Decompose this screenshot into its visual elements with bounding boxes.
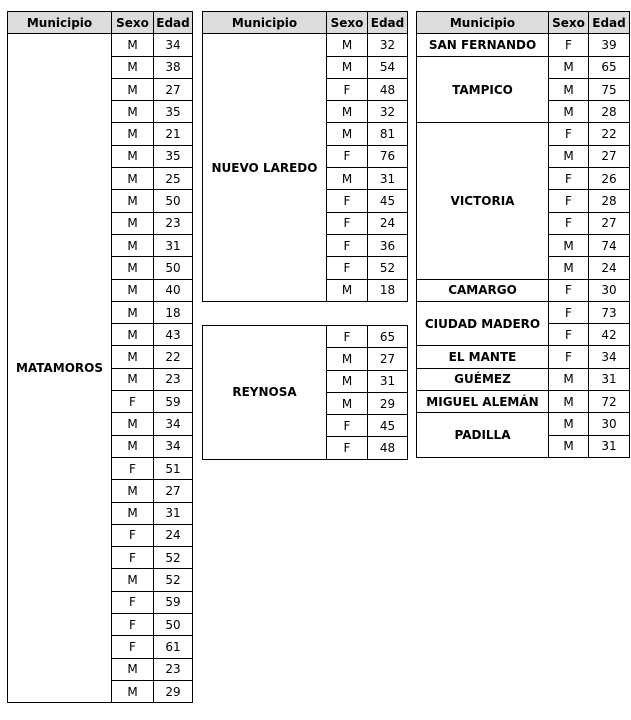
- sexo-cell: M: [112, 101, 154, 123]
- sexo-cell: M: [549, 101, 589, 123]
- municipio-cell: CIUDAD MADERO: [417, 301, 549, 346]
- edad-cell: 50: [154, 257, 193, 279]
- sexo-cell: M: [549, 78, 589, 100]
- edad-cell: 52: [154, 569, 193, 591]
- header-row: [417, 12, 630, 34]
- municipio-cell: VICTORIA: [417, 123, 549, 279]
- sexo-cell: F: [549, 346, 589, 368]
- edad-cell: 73: [589, 301, 630, 323]
- sexo-cell: M: [327, 168, 368, 190]
- sexo-cell: M: [549, 435, 589, 457]
- table-row: [203, 34, 408, 56]
- table-row: [203, 326, 408, 348]
- table-row: [8, 34, 193, 56]
- sexo-cell: M: [549, 413, 589, 435]
- sexo-cell: M: [112, 435, 154, 457]
- edad-cell: 18: [154, 301, 193, 323]
- sexo-cell: M: [112, 569, 154, 591]
- sexo-cell: F: [549, 34, 589, 56]
- header-sexo: Sexo: [549, 12, 589, 34]
- edad-cell: 30: [589, 413, 630, 435]
- sexo-cell: M: [327, 34, 368, 56]
- sexo-cell: M: [549, 391, 589, 413]
- municipio-cell: REYNOSA: [203, 326, 327, 460]
- edad-cell: 18: [368, 279, 408, 301]
- sexo-cell: F: [327, 415, 368, 437]
- sexo-cell: M: [112, 145, 154, 167]
- edad-cell: 27: [154, 480, 193, 502]
- sexo-cell: M: [112, 324, 154, 346]
- sexo-cell: F: [327, 190, 368, 212]
- edad-cell: 34: [154, 413, 193, 435]
- sexo-cell: M: [112, 34, 154, 56]
- sexo-cell: M: [112, 78, 154, 100]
- edad-cell: 74: [589, 234, 630, 256]
- sexo-cell: F: [327, 437, 368, 459]
- edad-cell: 65: [368, 326, 408, 348]
- sexo-cell: M: [112, 257, 154, 279]
- municipio-cell: CAMARGO: [417, 279, 549, 301]
- edad-cell: 25: [154, 168, 193, 190]
- sexo-cell: F: [549, 324, 589, 346]
- sexo-cell: F: [549, 279, 589, 301]
- sexo-cell: M: [549, 56, 589, 78]
- sexo-cell: F: [112, 524, 154, 546]
- sexo-cell: F: [112, 614, 154, 636]
- table-row: [417, 368, 630, 390]
- sexo-cell: F: [112, 457, 154, 479]
- table-matamoros: [7, 11, 193, 703]
- edad-cell: 39: [589, 34, 630, 56]
- edad-cell: 72: [589, 391, 630, 413]
- edad-cell: 29: [368, 392, 408, 414]
- edad-cell: 50: [154, 190, 193, 212]
- sexo-cell: M: [327, 56, 368, 78]
- sexo-cell: M: [112, 346, 154, 368]
- header-row: [8, 12, 193, 34]
- sexo-cell: M: [327, 101, 368, 123]
- edad-cell: 59: [154, 391, 193, 413]
- edad-cell: 42: [589, 324, 630, 346]
- edad-cell: 24: [589, 257, 630, 279]
- sexo-cell: F: [327, 212, 368, 234]
- sexo-cell: M: [112, 368, 154, 390]
- sexo-cell: M: [549, 257, 589, 279]
- edad-cell: 24: [154, 524, 193, 546]
- edad-cell: 59: [154, 591, 193, 613]
- edad-cell: 61: [154, 636, 193, 658]
- header-edad: Edad: [154, 12, 193, 34]
- edad-cell: 31: [589, 368, 630, 390]
- edad-cell: 34: [154, 435, 193, 457]
- edad-cell: 34: [589, 346, 630, 368]
- header-municipio: Municipio: [417, 12, 549, 34]
- table-row: [417, 301, 630, 323]
- header-edad: Edad: [589, 12, 630, 34]
- edad-cell: 52: [368, 257, 408, 279]
- sexo-cell: M: [327, 279, 368, 301]
- table-row: [417, 279, 630, 301]
- edad-cell: 75: [589, 78, 630, 100]
- sexo-cell: F: [112, 547, 154, 569]
- sexo-cell: F: [549, 301, 589, 323]
- edad-cell: 34: [154, 34, 193, 56]
- header-edad: Edad: [368, 12, 408, 34]
- edad-cell: 35: [154, 101, 193, 123]
- table-row: [417, 123, 630, 145]
- edad-cell: 26: [589, 168, 630, 190]
- sexo-cell: F: [327, 145, 368, 167]
- sexo-cell: F: [549, 123, 589, 145]
- sexo-cell: F: [327, 326, 368, 348]
- table-row: [417, 34, 630, 56]
- sexo-cell: F: [112, 636, 154, 658]
- edad-cell: 28: [589, 101, 630, 123]
- sexo-cell: F: [549, 168, 589, 190]
- edad-cell: 27: [154, 78, 193, 100]
- header-sexo: Sexo: [327, 12, 368, 34]
- edad-cell: 51: [154, 457, 193, 479]
- edad-cell: 32: [368, 34, 408, 56]
- sexo-cell: M: [112, 413, 154, 435]
- sexo-cell: M: [327, 348, 368, 370]
- edad-cell: 43: [154, 324, 193, 346]
- edad-cell: 81: [368, 123, 408, 145]
- table-reynosa: [202, 325, 408, 460]
- municipio-cell: PADILLA: [417, 413, 549, 458]
- edad-cell: 22: [589, 123, 630, 145]
- edad-cell: 21: [154, 123, 193, 145]
- edad-cell: 48: [368, 437, 408, 459]
- edad-cell: 23: [154, 368, 193, 390]
- edad-cell: 27: [589, 212, 630, 234]
- edad-cell: 31: [589, 435, 630, 457]
- table-nuevo-laredo: [202, 11, 408, 302]
- sexo-cell: M: [112, 190, 154, 212]
- edad-cell: 48: [368, 78, 408, 100]
- edad-cell: 22: [154, 346, 193, 368]
- municipio-cell: SAN FERNANDO: [417, 34, 549, 56]
- sexo-cell: F: [112, 391, 154, 413]
- edad-cell: 23: [154, 212, 193, 234]
- edad-cell: 28: [589, 190, 630, 212]
- edad-cell: 23: [154, 658, 193, 680]
- table-row: [417, 413, 630, 435]
- sexo-cell: M: [112, 502, 154, 524]
- edad-cell: 36: [368, 234, 408, 256]
- edad-cell: 76: [368, 145, 408, 167]
- sexo-cell: F: [327, 257, 368, 279]
- edad-cell: 31: [368, 168, 408, 190]
- edad-cell: 27: [589, 145, 630, 167]
- edad-cell: 38: [154, 56, 193, 78]
- sexo-cell: F: [327, 234, 368, 256]
- sexo-cell: M: [549, 368, 589, 390]
- table-row: [417, 391, 630, 413]
- edad-cell: 54: [368, 56, 408, 78]
- sexo-cell: F: [549, 190, 589, 212]
- table-row: [417, 346, 630, 368]
- municipio-cell: EL MANTE: [417, 346, 549, 368]
- sexo-cell: F: [327, 78, 368, 100]
- sexo-cell: M: [112, 168, 154, 190]
- sexo-cell: M: [112, 680, 154, 702]
- edad-cell: 52: [154, 547, 193, 569]
- edad-cell: 65: [589, 56, 630, 78]
- header-municipio: Municipio: [8, 12, 112, 34]
- sexo-cell: M: [112, 301, 154, 323]
- edad-cell: 31: [154, 234, 193, 256]
- sexo-cell: M: [112, 56, 154, 78]
- edad-cell: 27: [368, 348, 408, 370]
- edad-cell: 40: [154, 279, 193, 301]
- municipio-cell: MIGUEL ALEMÁN: [417, 391, 549, 413]
- sexo-cell: M: [549, 145, 589, 167]
- edad-cell: 45: [368, 190, 408, 212]
- header-sexo: Sexo: [112, 12, 154, 34]
- sexo-cell: M: [327, 123, 368, 145]
- municipio-cell: NUEVO LAREDO: [203, 34, 327, 302]
- header-row: [203, 12, 408, 34]
- table-row: [417, 56, 630, 78]
- sexo-cell: M: [112, 480, 154, 502]
- sexo-cell: M: [327, 370, 368, 392]
- sexo-cell: M: [549, 234, 589, 256]
- sexo-cell: F: [549, 212, 589, 234]
- sexo-cell: M: [112, 658, 154, 680]
- sexo-cell: M: [112, 234, 154, 256]
- edad-cell: 32: [368, 101, 408, 123]
- sexo-cell: M: [112, 212, 154, 234]
- sexo-cell: M: [112, 123, 154, 145]
- municipio-cell: TAMPICO: [417, 56, 549, 123]
- edad-cell: 24: [368, 212, 408, 234]
- edad-cell: 45: [368, 415, 408, 437]
- edad-cell: 31: [368, 370, 408, 392]
- header-municipio: Municipio: [203, 12, 327, 34]
- table-otros-municipios: [416, 11, 630, 458]
- edad-cell: 50: [154, 614, 193, 636]
- edad-cell: 31: [154, 502, 193, 524]
- sexo-cell: F: [112, 591, 154, 613]
- edad-cell: 35: [154, 145, 193, 167]
- edad-cell: 29: [154, 680, 193, 702]
- sexo-cell: M: [327, 392, 368, 414]
- municipio-cell: GUÉMEZ: [417, 368, 549, 390]
- sexo-cell: M: [112, 279, 154, 301]
- edad-cell: 30: [589, 279, 630, 301]
- municipio-cell: MATAMOROS: [8, 34, 112, 703]
